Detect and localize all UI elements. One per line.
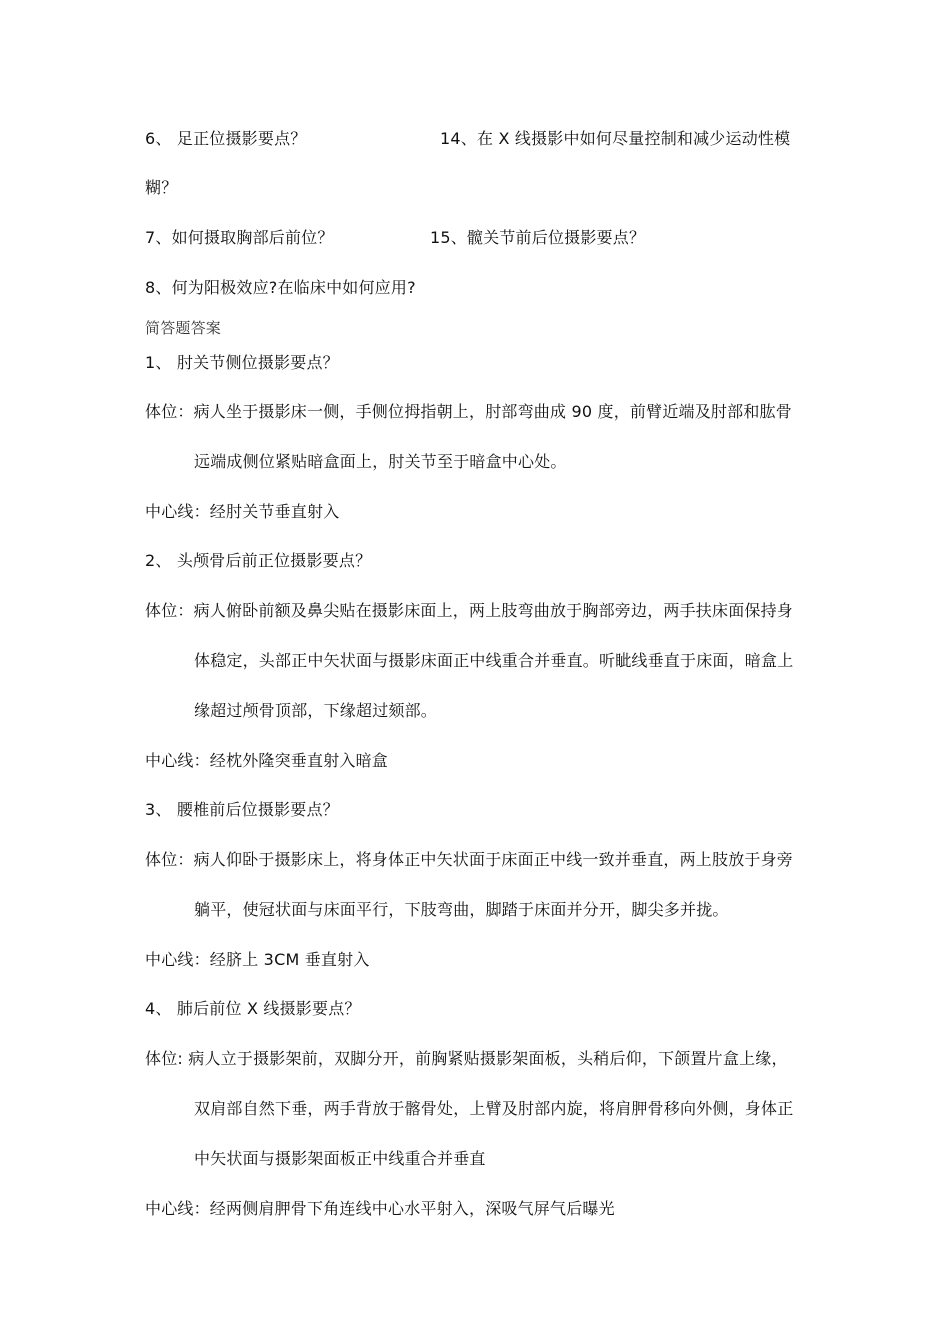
question-8: 8、何为阳极效应?在临床中如何应用? (145, 278, 416, 297)
answer-position-line: 体位：病人坐于摄影床一侧，手侧位拇指朝上，肘部弯曲成 90 度，前臂近端及肘部和肱骨 (145, 402, 792, 421)
answer-heading: 2、 头颅骨后前正位摄影要点？ (145, 551, 372, 570)
question-14: 14、在 X 线摄影中如何尽量控制和减少运动性模 (440, 129, 791, 148)
answer-position-line: 中矢状面与摄影架面板正中线重合并垂直 (194, 1149, 486, 1168)
answer-center-line: 中心线：经脐上 3CM 垂直射入 (145, 950, 370, 969)
question-14-continued: 糊？ (145, 178, 178, 197)
answer-position-line: 双肩部自然下垂，两手背放于髂骨处，上臂及肘部内旋，将肩胛骨移向外侧，身体正 (194, 1099, 794, 1118)
question-15: 15、髋关节前后位摄影要点？ (430, 228, 646, 247)
answer-position-line: 远端成侧位紧贴暗盒面上，肘关节至于暗盒中心处。 (194, 452, 567, 471)
answer-center-line: 中心线：经两侧肩胛骨下角连线中心水平射入，深吸气屏气后曝光 (145, 1199, 615, 1218)
answer-center-line: 中心线：经肘关节垂直射入 (145, 502, 340, 521)
section-title: 简答题答案 (145, 319, 222, 337)
answer-position-line: 体位：病人俯卧前额及鼻尖贴在摄影床面上，两上肢弯曲放于胸部旁边，两手扶床面保持身 (145, 601, 794, 620)
answer-position-line: 缘超过颅骨顶部，下缘超过颏部。 (194, 701, 438, 720)
answer-position-line: 体位：病人仰卧于摄影床上，将身体正中矢状面于床面正中线一致并垂直，两上肢放于身旁 (145, 850, 794, 869)
answer-position-line: 体稳定，头部正中矢状面与摄影床面正中线重合并垂直。听眦线垂直于床面，暗盒上 (194, 651, 794, 670)
question-7: 7、如何摄取胸部后前位？ (145, 228, 334, 247)
answer-heading: 4、 肺后前位 X 线摄影要点？ (145, 999, 361, 1018)
answer-position-line: 躺平，使冠状面与床面平行，下肢弯曲，脚踏于床面并分开，脚尖多并拢。 (194, 900, 729, 919)
question-6: 6、 足正位摄影要点？ (145, 129, 307, 148)
answer-heading: 1、 肘关节侧位摄影要点？ (145, 353, 339, 372)
answer-center-line: 中心线：经枕外隆突垂直射入暗盒 (145, 751, 389, 770)
answer-position-line: 体位: 病人立于摄影架前，双脚分开，前胸紧贴摄影架面板，头稍后仰，下颌置片盒上缘， (145, 1049, 788, 1068)
answer-heading: 3、 腰椎前后位摄影要点？ (145, 800, 339, 819)
